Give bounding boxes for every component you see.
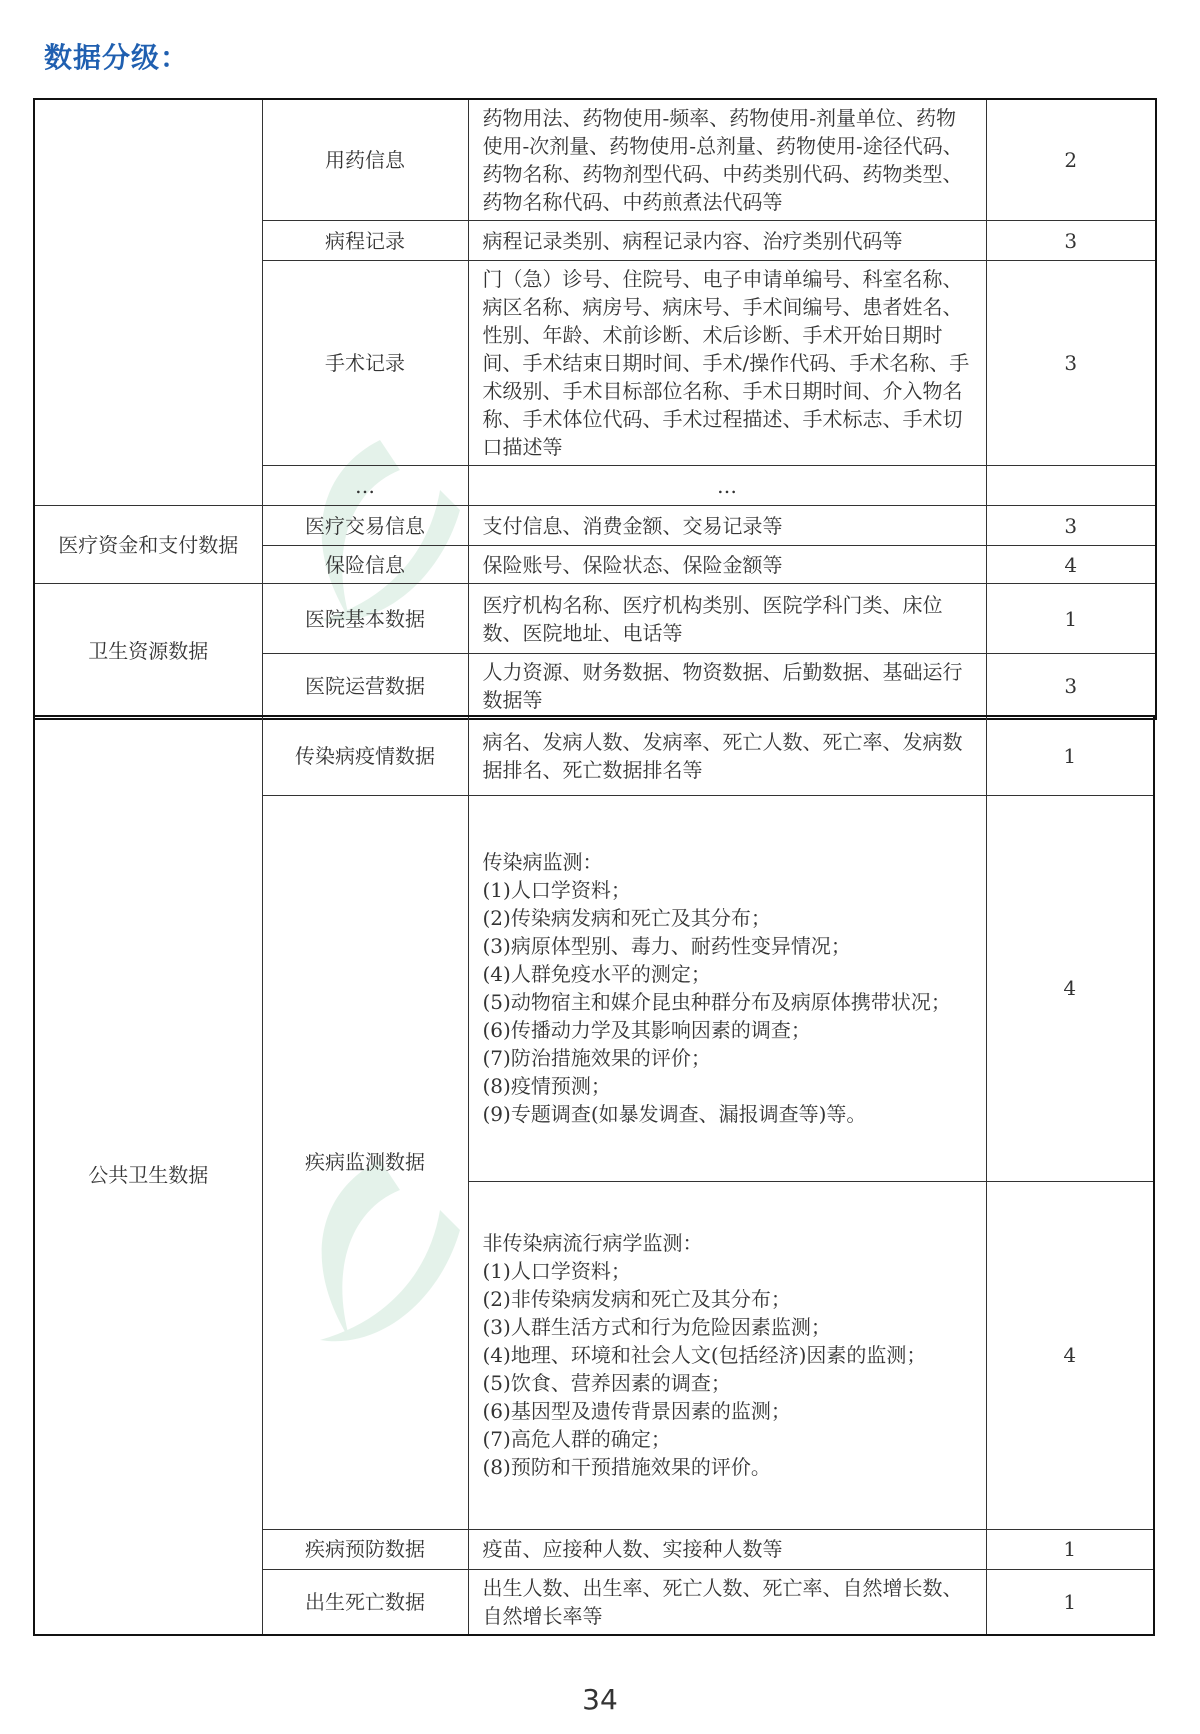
level-cell: 1 xyxy=(986,1569,1154,1635)
fields-cell: 门（急）诊号、住院号、电子申请单编号、科室名称、病区名称、病房号、病床号、手术间编号、患者姓名、性别、年龄、术前诊断、术后诊断、手术开始日期时间、手术结束日期时间、手术/操作代码、手术名称、手术级别、手术目标部位名称、手术日期时间、介入物名称、手术体位代码、手术过程描述、手术标志、手术切口描述等 xyxy=(468,261,986,466)
list-item: (3)人群生活方式和行为危险因素监测； xyxy=(482,1315,831,1339)
data-type-cell: 医院运营数据 xyxy=(262,654,468,720)
level-cell: 4 xyxy=(986,795,1154,1181)
category-cell: 公共卫生数据 xyxy=(34,716,262,1635)
data-type-cell: 医疗交易信息 xyxy=(262,506,468,546)
list-item: (5)饮食、营养因素的调查； xyxy=(482,1371,731,1395)
category-cell xyxy=(34,99,262,506)
level-cell: 1 xyxy=(986,716,1154,795)
fields-cell: 病程记录类别、病程记录内容、治疗类别代码等 xyxy=(468,221,986,261)
table-row xyxy=(34,506,1156,546)
data-type-cell: 手术记录 xyxy=(262,261,468,466)
page-number: 34 xyxy=(582,1683,618,1716)
fields-cell: 疫苗、应接种人数、实接种人数等 xyxy=(468,1529,986,1569)
data-type-cell: 保险信息 xyxy=(262,546,468,584)
ellipsis-cell: … xyxy=(468,466,986,506)
list-item: (4)地理、环境和社会人文(包括经济)因素的监测； xyxy=(482,1343,927,1367)
data-type-cell: 病程记录 xyxy=(262,221,468,261)
fields-cell: 人力资源、财务数据、物资数据、后勤数据、基础运行数据等 xyxy=(468,654,986,720)
list-item: (4)人群免疫水平的测定； xyxy=(482,962,711,986)
level-cell: 3 xyxy=(986,654,1156,720)
ellipsis-cell: … xyxy=(262,466,468,506)
category-cell: 卫生资源数据 xyxy=(34,584,262,720)
level-cell: 1 xyxy=(986,584,1156,654)
monitoring-title: 传染病监测： xyxy=(482,850,603,874)
list-item: (9)专题调查(如暴发调查、漏报调查等)等。 xyxy=(482,1102,867,1126)
level-cell xyxy=(986,466,1156,506)
list-item: (1)人口学资料； xyxy=(482,878,631,902)
list-item: (2)传染病发病和死亡及其分布； xyxy=(482,906,771,930)
list-item: (7)高危人群的确定； xyxy=(482,1427,671,1451)
level-cell: 3 xyxy=(986,506,1156,546)
fields-cell: 支付信息、消费金额、交易记录等 xyxy=(468,506,986,546)
fields-cell: 医疗机构名称、医疗机构类别、医院学科门类、床位数、医院地址、电话等 xyxy=(468,584,986,654)
list-item: (5)动物宿主和媒介昆虫种群分布及病原体携带状况； xyxy=(482,990,951,1014)
list-item: (3)病原体型别、毒力、耐药性变异情况； xyxy=(482,934,851,958)
list-item: (8)预防和干预措施效果的评价。 xyxy=(482,1455,771,1479)
fields-cell: 药物用法、药物使用-频率、药物使用-剂量单位、药物使用-次剂量、药物使用-总剂量、药物使用-途径代码、药物名称、药物剂型代码、中药类别代码、药物类型、药物名称代码、中药煎煮法代码等 xyxy=(468,99,986,221)
list-item: (2)非传染病发病和死亡及其分布； xyxy=(482,1287,791,1311)
table-row xyxy=(34,584,1156,654)
data-type-cell: 疾病预防数据 xyxy=(262,1529,468,1569)
table-row xyxy=(34,716,1154,795)
data-type-cell: 出生死亡数据 xyxy=(262,1569,468,1635)
list-item: (7)防治措施效果的评价； xyxy=(482,1046,711,1070)
fields-cell: 出生人数、出生率、死亡人数、死亡率、自然增长数、自然增长率等 xyxy=(468,1569,986,1635)
table-row xyxy=(34,99,1156,221)
level-cell: 3 xyxy=(986,261,1156,466)
level-cell: 4 xyxy=(986,1181,1154,1529)
data-classification-table-top xyxy=(33,98,1157,720)
fields-cell: 保险账号、保险状态、保险金额等 xyxy=(468,546,986,584)
data-type-cell: 用药信息 xyxy=(262,99,468,221)
list-item: (8)疫情预测； xyxy=(482,1074,611,1098)
level-cell: 4 xyxy=(986,546,1156,584)
data-type-cell: 医院基本数据 xyxy=(262,584,468,654)
data-type-cell: 传染病疫情数据 xyxy=(262,716,468,795)
list-item: (6)传播动力学及其影响因素的调查； xyxy=(482,1018,811,1042)
fields-cell xyxy=(468,1181,986,1529)
category-cell: 医疗资金和支付数据 xyxy=(34,506,262,584)
level-cell: 3 xyxy=(986,221,1156,261)
list-item: (1)人口学资料； xyxy=(482,1259,631,1283)
fields-cell xyxy=(468,795,986,1181)
monitoring-title: 非传染病流行病学监测： xyxy=(482,1231,703,1255)
data-type-cell: 疾病监测数据 xyxy=(262,795,468,1529)
list-item: (6)基因型及遗传背景因素的监测； xyxy=(482,1399,791,1423)
level-cell: 2 xyxy=(986,99,1156,221)
section-heading: 数据分级： xyxy=(44,41,190,74)
level-cell: 1 xyxy=(986,1529,1154,1569)
data-classification-table-bottom xyxy=(33,715,1155,1636)
fields-cell: 病名、发病人数、发病率、死亡人数、死亡率、发病数据排名、死亡数据排名等 xyxy=(468,716,986,795)
